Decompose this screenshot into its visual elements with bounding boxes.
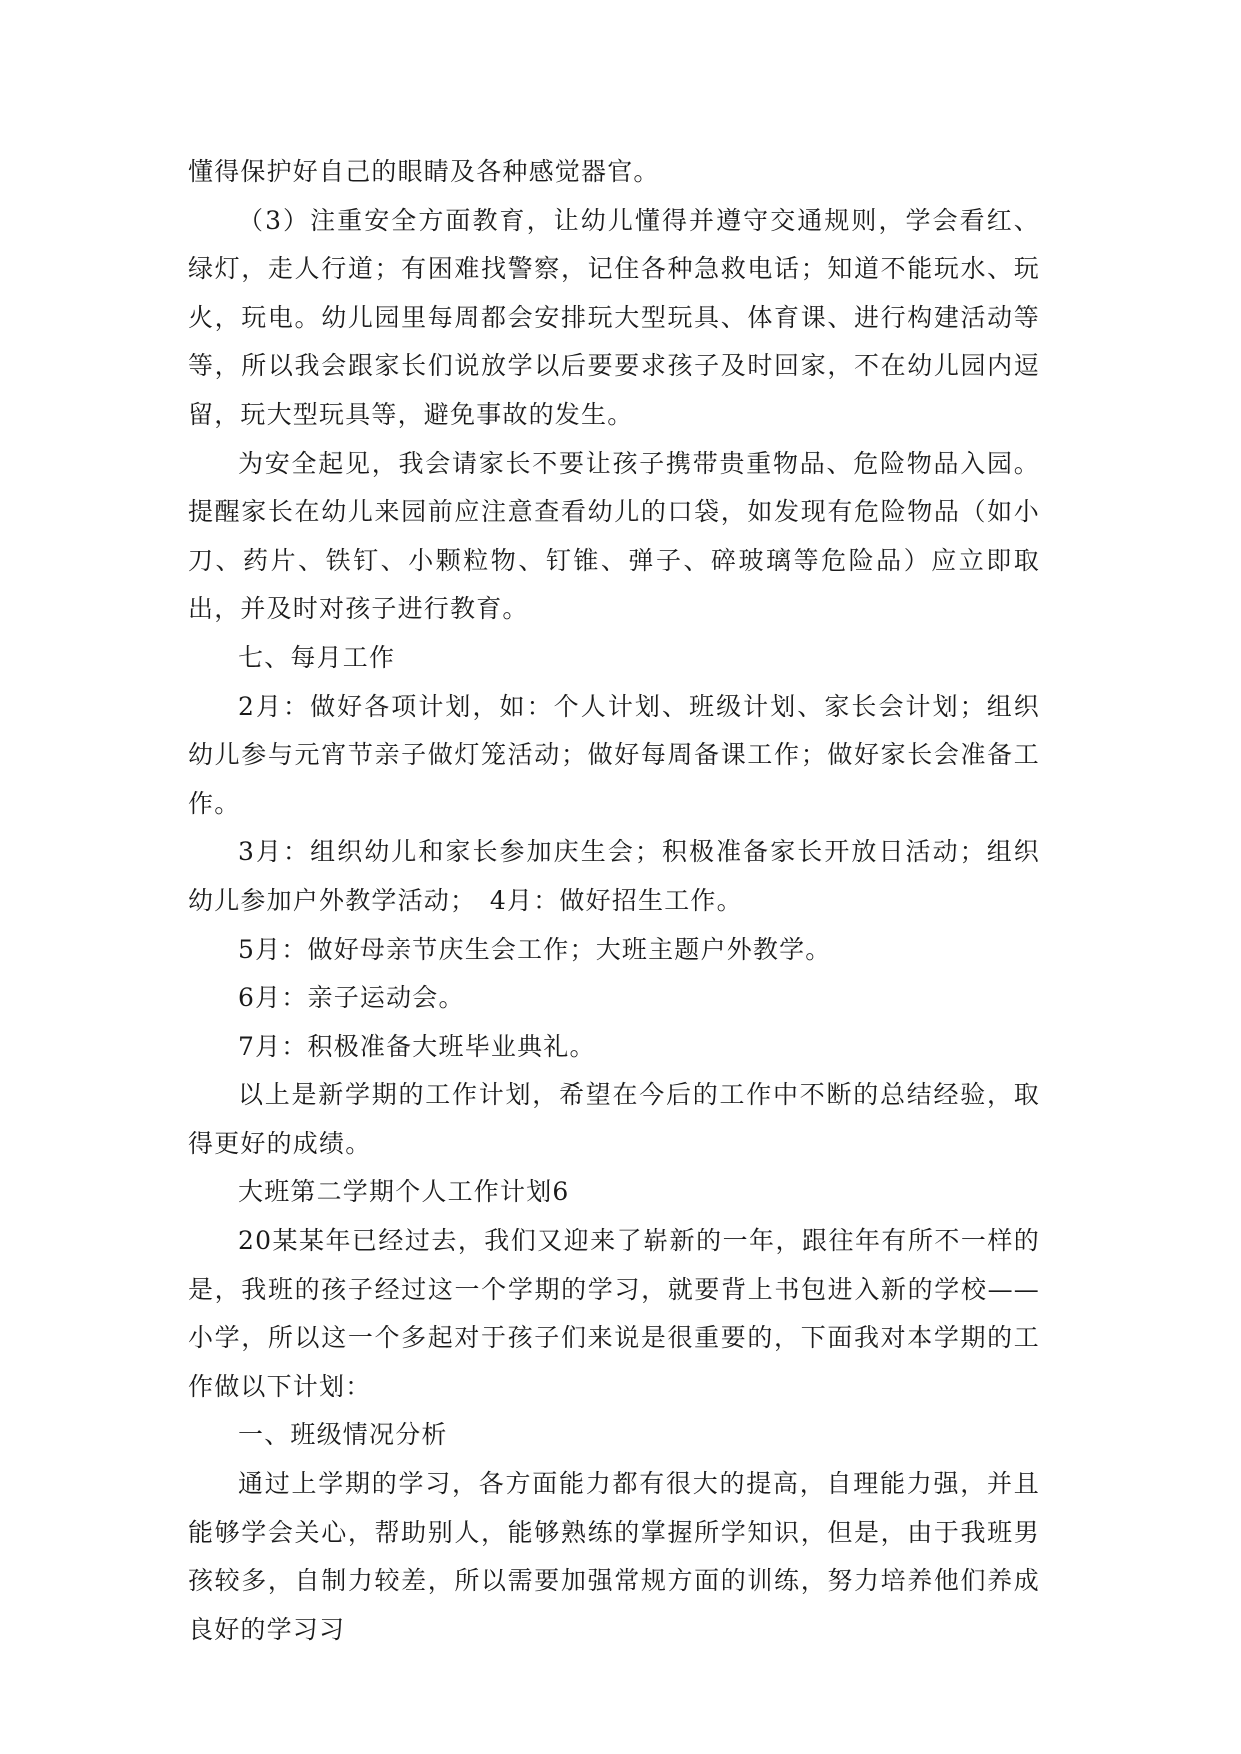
paragraph-february: 2月：做好各项计划，如：个人计划、班级计划、家长会计划；组织幼儿参与元宵节亲子做灯笼活动；做好每周备课工作；做好家长会准备工作。 (188, 691, 1040, 818)
document-title-plan-6: 大班第二学期个人工作计划6 (238, 1177, 570, 1207)
section-heading-class-analysis: 一、班级情况分析 (238, 1420, 448, 1450)
paragraph-continuation: 懂得保护好自己的眼睛及各种感觉器官。 (188, 157, 660, 186)
paragraph-july: 7月：积极准备大班毕业典礼。 (238, 1031, 596, 1061)
paragraph-introduction: 20某某年已经过去，我们又迎来了崭新的一年，跟往年有所不一样的是，我班的孩子经过这一个学期的学习，就要背上书包进入新的学校——小学，所以这一个多起对于孩子们来说是很重要的，下面我对本学期的工作做以下计划： (188, 1226, 1040, 1401)
paragraph-june: 6月：亲子运动会。 (238, 983, 465, 1013)
paragraph-safety-education: （3）注重安全方面教育，让幼儿懂得并遵守交通规则，学会看红、绿灯，走人行道；有困难找警察，记住各种急救电话；知道不能玩水、玩火，玩电。幼儿园里每周都会安排玩大型玩具、体育课、进行构建活动等等，所以我会跟家长们说放学以后要要求孩子及时回家，不在幼儿园内逗留，玩大型玩具等，避免事故的发生。 (188, 205, 1040, 429)
paragraph-may: 5月：做好母亲节庆生会工作；大班主题户外教学。 (238, 934, 832, 964)
paragraph-march-april: 3月：组织幼儿和家长参加庆生会；积极准备家长开放日活动；组织幼儿参加户外教学活动； 4月：做好招生工作。 (188, 837, 1040, 915)
document-body (188, 148, 1040, 1654)
paragraph-class-analysis: 通过上学期的学习，各方面能力都有很大的提高，自理能力强，并且能够学会关心，帮助别人，能够熟练的掌握所学知识，但是，由于我班男孩较多，自制力较差，所以需要加强常规方面的训练，努力培养他们养成良好的学习习 (188, 1469, 1040, 1644)
paragraph-conclusion: 以上是新学期的工作计划，希望在今后的工作中不断的总结经验，取得更好的成绩。 (188, 1080, 1040, 1158)
paragraph-valuables-reminder: 为安全起见，我会请家长不要让孩子携带贵重物品、危险物品入园。提醒家长在幼儿来园前应注意查看幼儿的口袋，如发现有危险物品（如小刀、药片、铁钉、小颗粒物、钉锥、弹子、碎玻璃等危险品）应立即取出，并及时对孩子进行教育。 (188, 448, 1040, 624)
section-heading-monthly-work: 七、每月工作 (238, 642, 396, 672)
